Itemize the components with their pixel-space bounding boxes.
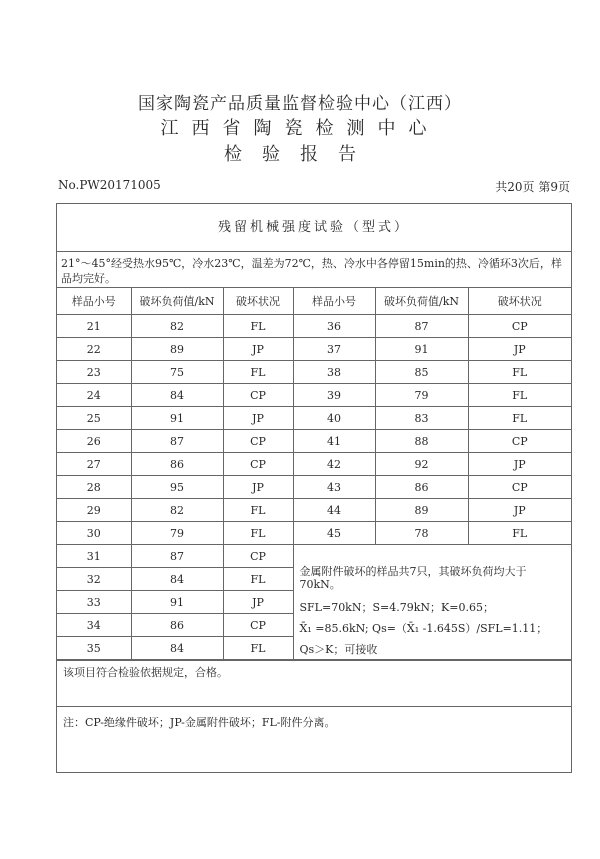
table-cell: 87 bbox=[375, 315, 468, 338]
table-cell: 86 bbox=[375, 476, 468, 499]
table-cell: 30 bbox=[57, 522, 131, 545]
table-row bbox=[57, 315, 571, 338]
table-cell: 84 bbox=[131, 637, 223, 660]
table-cell: 24 bbox=[57, 384, 131, 407]
table-cell: 45 bbox=[293, 522, 375, 545]
table-cell: CP bbox=[468, 476, 571, 499]
table-row bbox=[57, 361, 571, 384]
table-row bbox=[57, 384, 571, 407]
table-row bbox=[57, 338, 571, 361]
table-cell: JP bbox=[223, 591, 293, 614]
conclusion: 该项目符合检验依据规定，合格。 bbox=[57, 660, 571, 706]
table-cell: 82 bbox=[131, 499, 223, 522]
table-cell: 42 bbox=[293, 453, 375, 476]
table-cell: JP bbox=[223, 407, 293, 430]
table-cell: 91 bbox=[375, 338, 468, 361]
table-cell: 89 bbox=[375, 499, 468, 522]
table-cell: 36 bbox=[293, 315, 375, 338]
column-header: 样品小号 bbox=[57, 288, 131, 315]
table-cell: 33 bbox=[57, 591, 131, 614]
table-row bbox=[57, 499, 571, 522]
table-cell: FL bbox=[223, 637, 293, 660]
report-frame bbox=[56, 203, 572, 773]
table-cell: 43 bbox=[293, 476, 375, 499]
table-cell: CP bbox=[223, 614, 293, 637]
table-header-row bbox=[57, 288, 571, 315]
table-cell: FL bbox=[468, 361, 571, 384]
table-cell: 23 bbox=[57, 361, 131, 384]
table-cell: 78 bbox=[375, 522, 468, 545]
table-cell: 87 bbox=[131, 545, 223, 568]
table-row bbox=[57, 407, 571, 430]
table-row bbox=[57, 545, 571, 568]
table-row bbox=[57, 430, 571, 453]
table-cell: JP bbox=[223, 476, 293, 499]
column-header: 破坏负荷值/kN bbox=[131, 288, 223, 315]
table-cell: 38 bbox=[293, 361, 375, 384]
table-row bbox=[57, 476, 571, 499]
table-cell: 34 bbox=[57, 614, 131, 637]
table-cell: 75 bbox=[131, 361, 223, 384]
table-cell: JP bbox=[468, 499, 571, 522]
table-cell: CP bbox=[223, 453, 293, 476]
table-cell: 44 bbox=[293, 499, 375, 522]
column-header: 破坏负荷值/kN bbox=[375, 288, 468, 315]
table-cell: 25 bbox=[57, 407, 131, 430]
table-cell: FL bbox=[468, 407, 571, 430]
table-cell: FL bbox=[468, 522, 571, 545]
footnote: 注：CP-绝缘件破坏；JP-金属附件破坏；FL-附件分离。 bbox=[57, 706, 571, 737]
table-cell: 41 bbox=[293, 430, 375, 453]
center-name-2: 江西省陶瓷检测中心 bbox=[160, 118, 440, 139]
column-header: 破坏状况 bbox=[468, 288, 571, 315]
table-cell: CP bbox=[223, 430, 293, 453]
table-cell: JP bbox=[468, 453, 571, 476]
table-cell: FL bbox=[468, 384, 571, 407]
table-cell: 22 bbox=[57, 338, 131, 361]
table-cell: 84 bbox=[131, 384, 223, 407]
results-table bbox=[57, 288, 571, 660]
table-cell: CP bbox=[468, 315, 571, 338]
table-cell: 40 bbox=[293, 407, 375, 430]
table-cell: 83 bbox=[375, 407, 468, 430]
column-header: 破坏状况 bbox=[223, 288, 293, 315]
table-cell: FL bbox=[223, 499, 293, 522]
section-title: 残留机械强度试验（型式） bbox=[57, 204, 571, 252]
test-condition: 21°～45°经受热水95℃，冷水23℃，温差为72℃，热、冷水中各停留15min的热、冷循环3次后，样品均完好。 bbox=[57, 252, 571, 288]
table-cell: 79 bbox=[375, 384, 468, 407]
table-cell: FL bbox=[223, 568, 293, 591]
table-cell: 37 bbox=[293, 338, 375, 361]
table-row bbox=[57, 453, 571, 476]
table-cell: 86 bbox=[131, 614, 223, 637]
table-cell: 39 bbox=[293, 384, 375, 407]
table-cell: CP bbox=[468, 430, 571, 453]
table-cell: 91 bbox=[131, 407, 223, 430]
table-cell: JP bbox=[223, 338, 293, 361]
table-cell: 28 bbox=[57, 476, 131, 499]
table-cell: CP bbox=[223, 545, 293, 568]
table-row bbox=[57, 522, 571, 545]
table-cell: 88 bbox=[375, 430, 468, 453]
table-cell: 21 bbox=[57, 315, 131, 338]
table-cell: FL bbox=[223, 522, 293, 545]
column-header: 样品小号 bbox=[293, 288, 375, 315]
table-cell: 31 bbox=[57, 545, 131, 568]
table-cell: 32 bbox=[57, 568, 131, 591]
report-title: 检验报告 bbox=[224, 144, 376, 165]
table-cell: 84 bbox=[131, 568, 223, 591]
note-line-parameters: SFL=70kN；S=4.79kN；K=0.65； bbox=[299, 601, 494, 614]
table-cell: 86 bbox=[131, 453, 223, 476]
note-line-formula: X̄₁ =85.6kN; Qs=（X̄₁ -1.645S）/SFL=1.11； bbox=[299, 622, 548, 635]
table-cell: 92 bbox=[375, 453, 468, 476]
table-cell: 29 bbox=[57, 499, 131, 522]
table-cell: 27 bbox=[57, 453, 131, 476]
table-cell: 91 bbox=[131, 591, 223, 614]
note-line-result: Qs＞K；可接收 bbox=[299, 643, 378, 656]
table-cell: 26 bbox=[57, 430, 131, 453]
table-cell: JP bbox=[468, 338, 571, 361]
table-cell: 82 bbox=[131, 315, 223, 338]
table-cell: 85 bbox=[375, 361, 468, 384]
table-cell: CP bbox=[223, 384, 293, 407]
table-cell: FL bbox=[223, 315, 293, 338]
table-cell: FL bbox=[223, 361, 293, 384]
table-cell: 89 bbox=[131, 338, 223, 361]
table-cell: 79 bbox=[131, 522, 223, 545]
table-cell: 87 bbox=[131, 430, 223, 453]
report-number: No.PW20171005 bbox=[58, 178, 161, 192]
center-name: 国家陶瓷产品质量监督检验中心（江西） bbox=[138, 94, 462, 114]
table-cell: 35 bbox=[57, 637, 131, 660]
analysis-notes bbox=[293, 545, 571, 660]
page-indicator: 共20页 第9页 bbox=[495, 180, 570, 194]
table-cell: 95 bbox=[131, 476, 223, 499]
note-line-metal-fitting: 金属附件破坏的样品共7只，其破坏负荷均大于70kN。 bbox=[299, 565, 527, 591]
report-header bbox=[0, 92, 600, 168]
